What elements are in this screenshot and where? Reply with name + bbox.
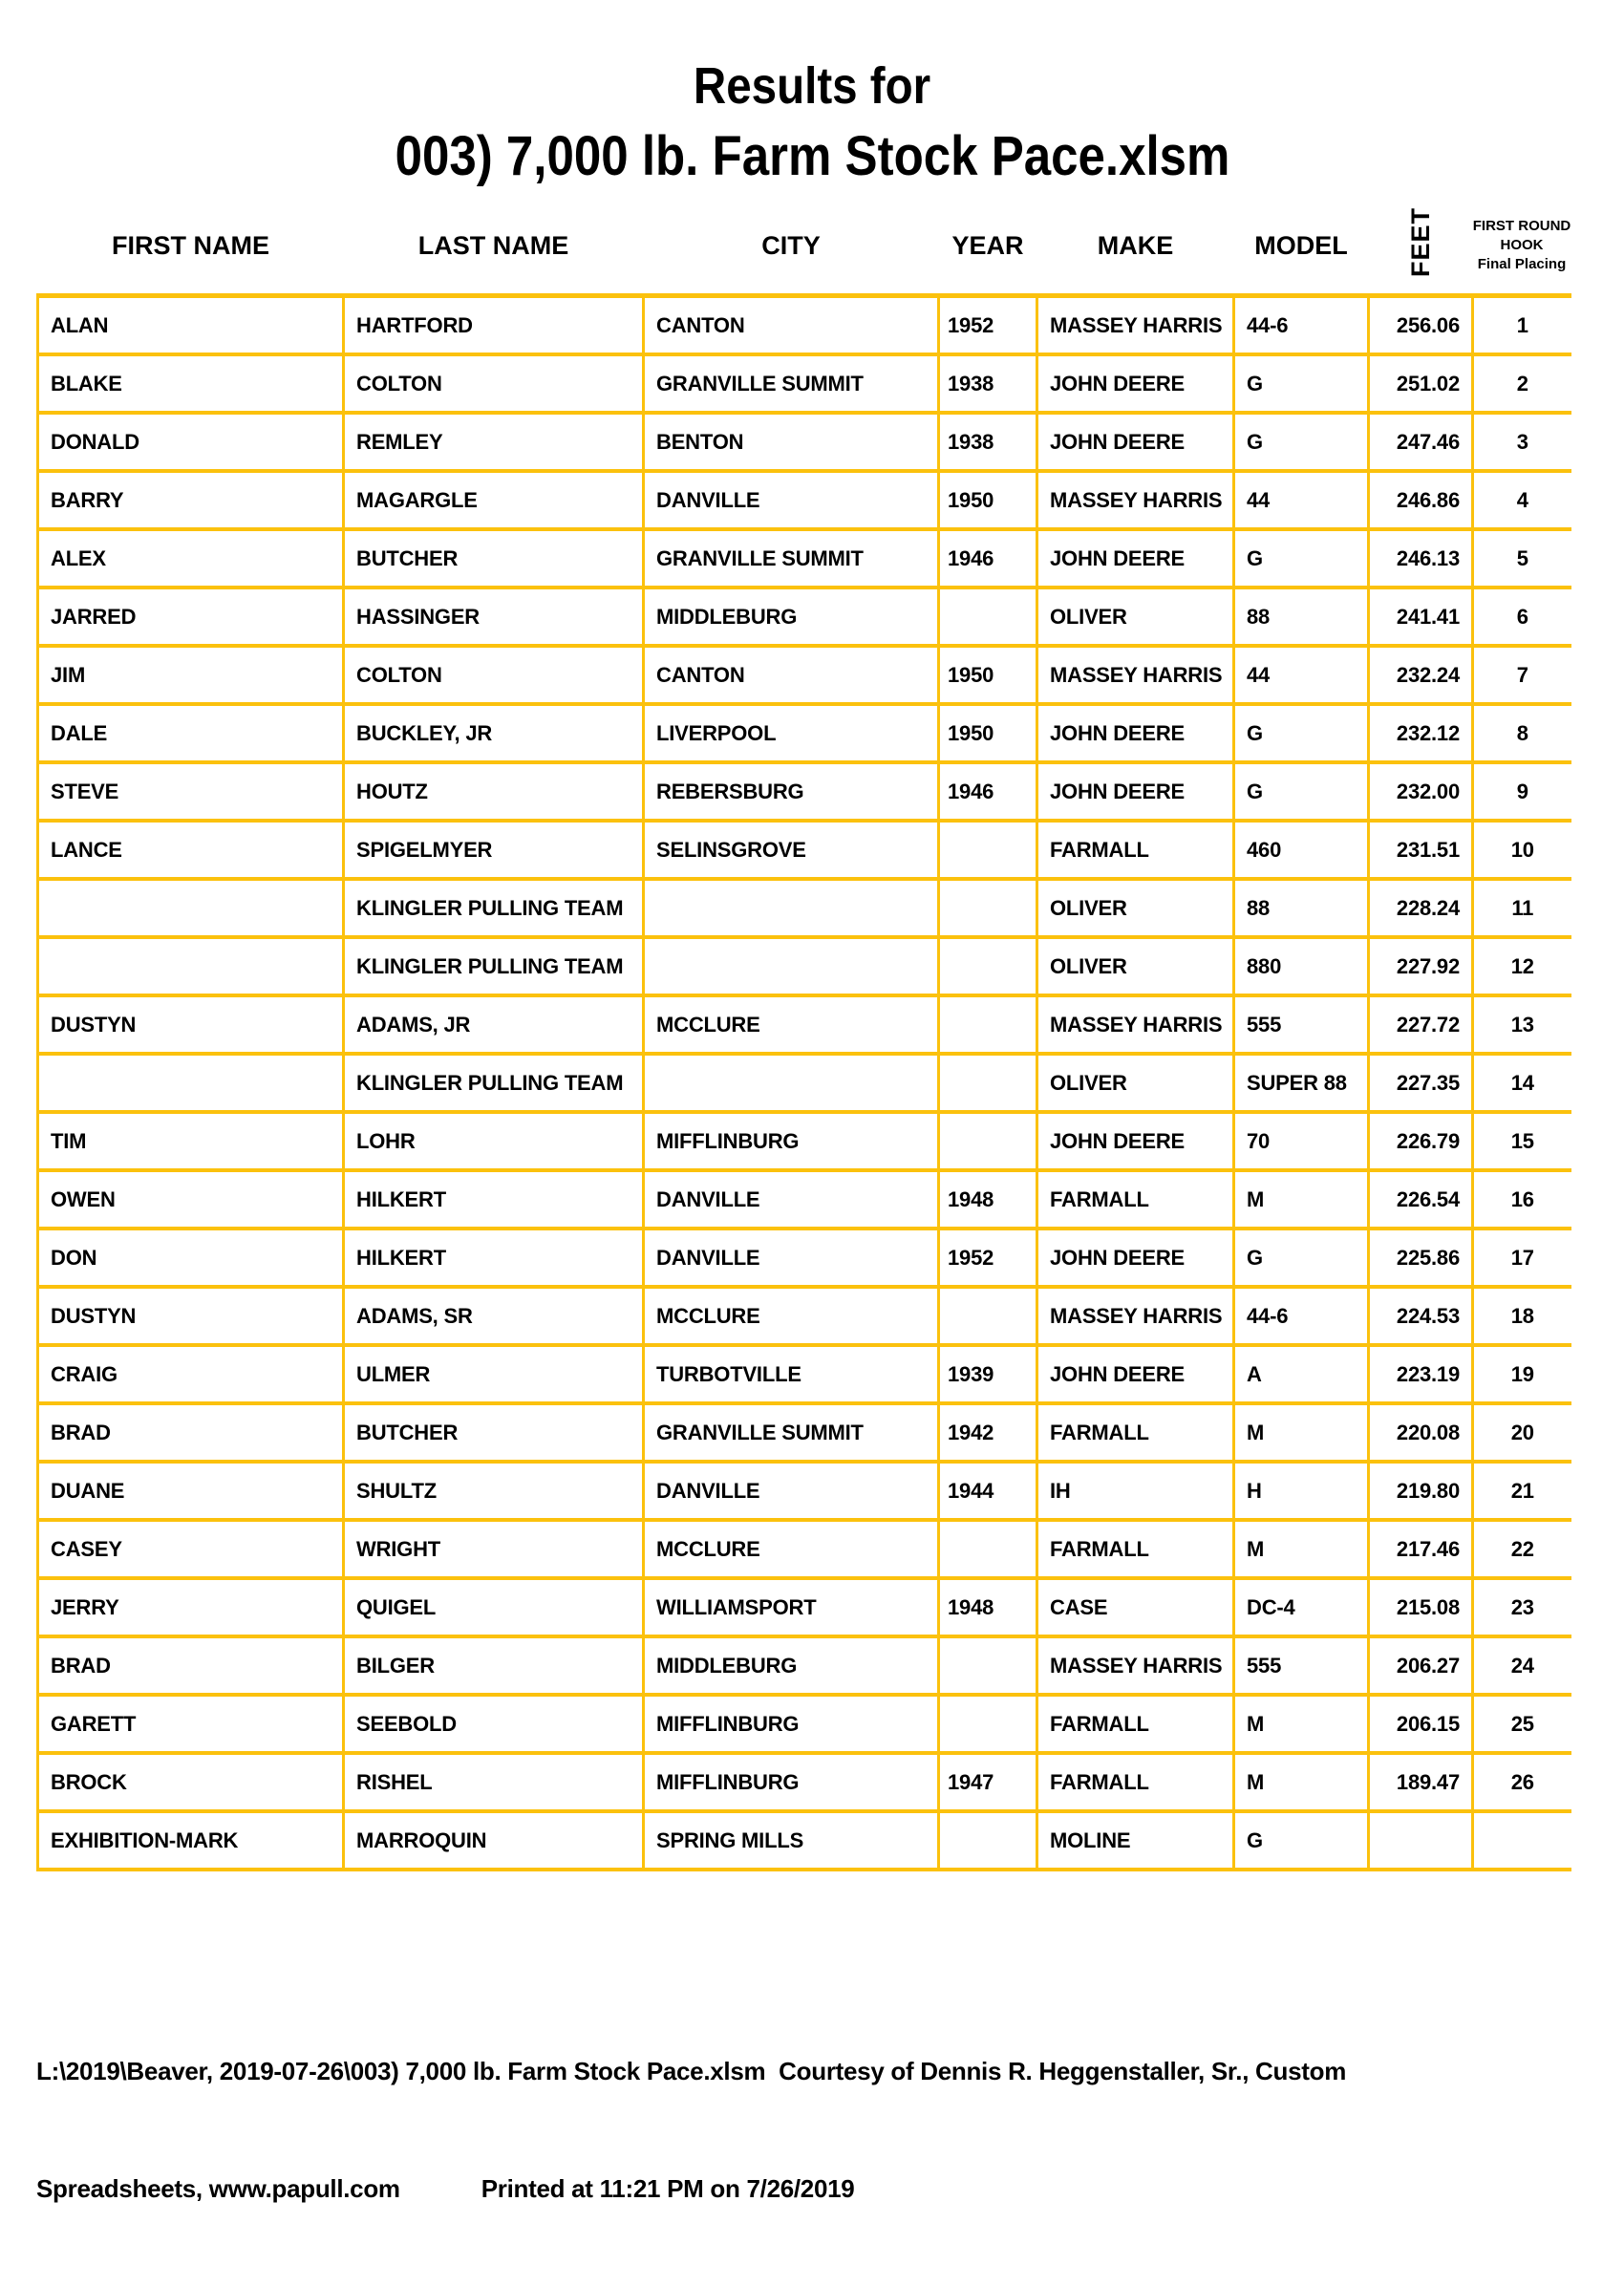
- page-subtitle-filename: [0, 126, 1624, 188]
- cell-year: [939, 1520, 1037, 1578]
- cell-year: 1947: [939, 1753, 1037, 1811]
- table-row: [38, 1520, 1571, 1578]
- table-row: [38, 1811, 1571, 1870]
- cell-last-name: MAGARGLE: [344, 471, 644, 529]
- cell-last-name: HARTFORD: [344, 296, 644, 355]
- cell-feet: 215.08: [1369, 1578, 1473, 1636]
- table-row: [38, 937, 1571, 995]
- cell-first-name: BROCK: [38, 1753, 344, 1811]
- cell-first-name: ALEX: [38, 529, 344, 588]
- cell-year: [939, 1636, 1037, 1695]
- table-row: [38, 1287, 1571, 1345]
- cell-last-name: KLINGLER PULLING TEAM: [344, 879, 644, 937]
- cell-placing: 9: [1473, 762, 1571, 821]
- cell-city: SELINSGROVE: [644, 821, 939, 879]
- cell-feet: 246.86: [1369, 471, 1473, 529]
- cell-model: M: [1234, 1170, 1369, 1229]
- cell-first-name: JIM: [38, 646, 344, 704]
- cell-make: JOHN DEERE: [1037, 762, 1234, 821]
- cell-first-name: DUSTYN: [38, 1287, 344, 1345]
- cell-feet: 225.86: [1369, 1229, 1473, 1287]
- page-footer: [36, 1974, 1584, 2287]
- cell-placing: 3: [1473, 413, 1571, 471]
- cell-year: [939, 588, 1037, 646]
- header-cell-last-name: LAST NAME: [417, 230, 569, 260]
- cell-first-name: ALAN: [38, 296, 344, 355]
- cell-make: MOLINE: [1037, 1811, 1234, 1870]
- cell-make: MASSEY HARRIS: [1037, 646, 1234, 704]
- table-row: [38, 821, 1571, 879]
- placing-header-line3: Final Placing: [1477, 256, 1567, 273]
- cell-last-name: ADAMS, SR: [344, 1287, 644, 1345]
- cell-model: G: [1234, 529, 1369, 588]
- cell-first-name: DUANE: [38, 1462, 344, 1520]
- cell-year: [939, 1054, 1037, 1112]
- table-row: [38, 1112, 1571, 1170]
- cell-make: OLIVER: [1037, 588, 1234, 646]
- cell-city: GRANVILLE SUMMIT: [644, 529, 939, 588]
- cell-feet: 206.15: [1369, 1695, 1473, 1753]
- header-cell-feet: [1369, 198, 1473, 296]
- cell-year: 1950: [939, 646, 1037, 704]
- header-cell-placing: [1473, 198, 1571, 296]
- cell-placing: 19: [1473, 1345, 1571, 1403]
- cell-last-name: BUCKLEY, JR: [344, 704, 644, 762]
- cell-placing: 26: [1473, 1753, 1571, 1811]
- cell-feet: [1369, 1811, 1473, 1870]
- cell-first-name: CRAIG: [38, 1345, 344, 1403]
- cell-city: MIFFLINBURG: [644, 1112, 939, 1170]
- footer-second-line: [36, 2169, 1584, 2209]
- header-cell-model: MODEL: [1254, 230, 1348, 260]
- cell-year: 1938: [939, 413, 1037, 471]
- cell-city: GRANVILLE SUMMIT: [644, 354, 939, 413]
- cell-make: OLIVER: [1037, 937, 1234, 995]
- cell-year: 1944: [939, 1462, 1037, 1520]
- table-row: [38, 529, 1571, 588]
- cell-last-name: LOHR: [344, 1112, 644, 1170]
- cell-model: M: [1234, 1520, 1369, 1578]
- cell-first-name: JARRED: [38, 588, 344, 646]
- cell-first-name: DON: [38, 1229, 344, 1287]
- cell-model: 44: [1234, 646, 1369, 704]
- cell-feet: 232.24: [1369, 646, 1473, 704]
- cell-year: [939, 821, 1037, 879]
- cell-first-name: LANCE: [38, 821, 344, 879]
- cell-city: MCCLURE: [644, 1520, 939, 1578]
- cell-city: [644, 937, 939, 995]
- cell-city: LIVERPOOL: [644, 704, 939, 762]
- cell-city: [644, 1054, 939, 1112]
- cell-placing: 12: [1473, 937, 1571, 995]
- cell-make: JOHN DEERE: [1037, 704, 1234, 762]
- cell-model: M: [1234, 1695, 1369, 1753]
- cell-make: JOHN DEERE: [1037, 354, 1234, 413]
- table-row: [38, 1403, 1571, 1462]
- cell-make: MASSEY HARRIS: [1037, 995, 1234, 1054]
- cell-city: CANTON: [644, 296, 939, 355]
- cell-model: M: [1234, 1403, 1369, 1462]
- table-row: [38, 413, 1571, 471]
- cell-last-name: MARROQUIN: [344, 1811, 644, 1870]
- cell-feet: 247.46: [1369, 413, 1473, 471]
- cell-year: 1946: [939, 529, 1037, 588]
- cell-model: DC-4: [1234, 1578, 1369, 1636]
- cell-city: MCCLURE: [644, 1287, 939, 1345]
- cell-make: MASSEY HARRIS: [1037, 471, 1234, 529]
- cell-feet: 228.24: [1369, 879, 1473, 937]
- cell-model: M: [1234, 1753, 1369, 1811]
- cell-city: DANVILLE: [644, 471, 939, 529]
- cell-placing: 11: [1473, 879, 1571, 937]
- cell-first-name: OWEN: [38, 1170, 344, 1229]
- cell-first-name: [38, 1054, 344, 1112]
- table-row: [38, 879, 1571, 937]
- header-cell-make: MAKE: [1097, 230, 1174, 260]
- cell-placing: 18: [1473, 1287, 1571, 1345]
- cell-model: G: [1234, 1811, 1369, 1870]
- cell-year: 1952: [939, 296, 1037, 355]
- cell-placing: 23: [1473, 1578, 1571, 1636]
- cell-placing: 6: [1473, 588, 1571, 646]
- table-row: [38, 1345, 1571, 1403]
- cell-first-name: DUSTYN: [38, 995, 344, 1054]
- cell-feet: 241.41: [1369, 588, 1473, 646]
- cell-feet: 227.35: [1369, 1054, 1473, 1112]
- cell-last-name: QUIGEL: [344, 1578, 644, 1636]
- cell-placing: 7: [1473, 646, 1571, 704]
- cell-model: G: [1234, 704, 1369, 762]
- cell-feet: 256.06: [1369, 296, 1473, 355]
- cell-city: DANVILLE: [644, 1229, 939, 1287]
- table-row: [38, 354, 1571, 413]
- cell-year: [939, 1112, 1037, 1170]
- cell-placing: 14: [1473, 1054, 1571, 1112]
- table-row: [38, 1054, 1571, 1112]
- feet-vertical-label: FEET: [1405, 207, 1435, 278]
- cell-first-name: TIM: [38, 1112, 344, 1170]
- cell-model: A: [1234, 1345, 1369, 1403]
- cell-city: WILLIAMSPORT: [644, 1578, 939, 1636]
- cell-feet: 219.80: [1369, 1462, 1473, 1520]
- placing-header-lines: [1473, 217, 1571, 274]
- cell-feet: 227.72: [1369, 995, 1473, 1054]
- cell-year: 1946: [939, 762, 1037, 821]
- header-cell-year: YEAR: [951, 230, 1024, 260]
- cell-model: G: [1234, 1229, 1369, 1287]
- cell-first-name: EXHIBITION-MARK: [38, 1811, 344, 1870]
- cell-model: 555: [1234, 1636, 1369, 1695]
- cell-last-name: COLTON: [344, 354, 644, 413]
- cell-year: 1938: [939, 354, 1037, 413]
- cell-make: FARMALL: [1037, 1753, 1234, 1811]
- cell-last-name: HILKERT: [344, 1170, 644, 1229]
- cell-year: [939, 1287, 1037, 1345]
- cell-make: FARMALL: [1037, 821, 1234, 879]
- cell-year: [939, 879, 1037, 937]
- cell-make: JOHN DEERE: [1037, 413, 1234, 471]
- table-row: [38, 1695, 1571, 1753]
- header-row: [38, 198, 1571, 296]
- cell-placing: 24: [1473, 1636, 1571, 1695]
- cell-placing: 1: [1473, 296, 1571, 355]
- cell-last-name: BILGER: [344, 1636, 644, 1695]
- cell-model: 70: [1234, 1112, 1369, 1170]
- cell-feet: 189.47: [1369, 1753, 1473, 1811]
- cell-last-name: BUTCHER: [344, 1403, 644, 1462]
- cell-model: G: [1234, 413, 1369, 471]
- cell-city: CANTON: [644, 646, 939, 704]
- cell-city: REBERSBURG: [644, 762, 939, 821]
- header-cell-first-name: FIRST NAME: [112, 230, 269, 260]
- cell-first-name: BRAD: [38, 1636, 344, 1695]
- cell-city: GRANVILLE SUMMIT: [644, 1403, 939, 1462]
- table-row: [38, 646, 1571, 704]
- cell-year: [939, 1695, 1037, 1753]
- cell-first-name: [38, 879, 344, 937]
- cell-first-name: BLAKE: [38, 354, 344, 413]
- footer-website-text: Spreadsheets, www.papull.com: [36, 2174, 400, 2203]
- table-row: [38, 1636, 1571, 1695]
- page-title: [0, 0, 1624, 115]
- cell-make: MASSEY HARRIS: [1037, 1636, 1234, 1695]
- table-row: [38, 995, 1571, 1054]
- placing-header-line2: HOOK: [1500, 237, 1544, 254]
- cell-year: 1942: [939, 1403, 1037, 1462]
- cell-model: G: [1234, 354, 1369, 413]
- cell-make: JOHN DEERE: [1037, 1345, 1234, 1403]
- cell-city: MIDDLEBURG: [644, 588, 939, 646]
- cell-first-name: DALE: [38, 704, 344, 762]
- cell-make: CASE: [1037, 1578, 1234, 1636]
- cell-city: [644, 879, 939, 937]
- cell-last-name: HILKERT: [344, 1229, 644, 1287]
- cell-make: OLIVER: [1037, 879, 1234, 937]
- cell-model: SUPER 88: [1234, 1054, 1369, 1112]
- cell-last-name: SEEBOLD: [344, 1695, 644, 1753]
- results-table: [36, 198, 1571, 1871]
- cell-placing: 13: [1473, 995, 1571, 1054]
- cell-placing: 20: [1473, 1403, 1571, 1462]
- footer-printed-timestamp: Printed at 11:21 PM on 7/26/2019: [481, 2174, 855, 2203]
- cell-placing: 17: [1473, 1229, 1571, 1287]
- cell-make: MASSEY HARRIS: [1037, 1287, 1234, 1345]
- cell-year: 1948: [939, 1170, 1037, 1229]
- cell-feet: 226.79: [1369, 1112, 1473, 1170]
- table-row: [38, 762, 1571, 821]
- cell-first-name: BARRY: [38, 471, 344, 529]
- cell-placing: [1473, 1811, 1571, 1870]
- cell-model: 460: [1234, 821, 1369, 879]
- cell-last-name: SHULTZ: [344, 1462, 644, 1520]
- cell-make: MASSEY HARRIS: [1037, 296, 1234, 355]
- table-row: [38, 471, 1571, 529]
- cell-year: [939, 937, 1037, 995]
- results-table-header: [38, 198, 1571, 296]
- cell-model: H: [1234, 1462, 1369, 1520]
- page-title-text: Results for: [693, 57, 931, 115]
- table-row: [38, 1170, 1571, 1229]
- cell-make: FARMALL: [1037, 1520, 1234, 1578]
- table-row: [38, 296, 1571, 355]
- cell-placing: 8: [1473, 704, 1571, 762]
- cell-make: JOHN DEERE: [1037, 1229, 1234, 1287]
- cell-last-name: WRIGHT: [344, 1520, 644, 1578]
- cell-city: TURBOTVILLE: [644, 1345, 939, 1403]
- cell-last-name: ULMER: [344, 1345, 644, 1403]
- cell-first-name: STEVE: [38, 762, 344, 821]
- cell-last-name: HOUTZ: [344, 762, 644, 821]
- cell-feet: 224.53: [1369, 1287, 1473, 1345]
- cell-make: IH: [1037, 1462, 1234, 1520]
- cell-last-name: KLINGLER PULLING TEAM: [344, 1054, 644, 1112]
- page-subtitle-text: 003) 7,000 lb. Farm Stock Pace.xlsm: [395, 125, 1229, 188]
- cell-year: 1950: [939, 704, 1037, 762]
- cell-year: 1950: [939, 471, 1037, 529]
- cell-first-name: DONALD: [38, 413, 344, 471]
- cell-feet: 251.02: [1369, 354, 1473, 413]
- table-row: [38, 1229, 1571, 1287]
- cell-feet: 227.92: [1369, 937, 1473, 995]
- table-row: [38, 1753, 1571, 1811]
- cell-model: 44-6: [1234, 1287, 1369, 1345]
- cell-city: BENTON: [644, 413, 939, 471]
- cell-placing: 10: [1473, 821, 1571, 879]
- cell-model: 88: [1234, 588, 1369, 646]
- cell-placing: 15: [1473, 1112, 1571, 1170]
- cell-last-name: REMLEY: [344, 413, 644, 471]
- cell-city: MCCLURE: [644, 995, 939, 1054]
- cell-year: 1939: [939, 1345, 1037, 1403]
- cell-feet: 226.54: [1369, 1170, 1473, 1229]
- placing-header-line1: FIRST ROUND: [1472, 218, 1571, 235]
- cell-feet: 232.00: [1369, 762, 1473, 821]
- cell-first-name: JERRY: [38, 1578, 344, 1636]
- cell-model: 44-6: [1234, 296, 1369, 355]
- cell-feet: 217.46: [1369, 1520, 1473, 1578]
- cell-make: JOHN DEERE: [1037, 529, 1234, 588]
- cell-feet: 232.12: [1369, 704, 1473, 762]
- cell-feet: 223.19: [1369, 1345, 1473, 1403]
- cell-placing: 21: [1473, 1462, 1571, 1520]
- cell-city: DANVILLE: [644, 1170, 939, 1229]
- cell-placing: 22: [1473, 1520, 1571, 1578]
- cell-first-name: [38, 937, 344, 995]
- cell-model: G: [1234, 762, 1369, 821]
- cell-year: [939, 995, 1037, 1054]
- cell-first-name: CASEY: [38, 1520, 344, 1578]
- cell-make: FARMALL: [1037, 1403, 1234, 1462]
- footer-path-courtesy-text: L:\2019\Beaver, 2019-07-26\003) 7,000 lb. Farm Stock Pace.xlsm Courtesy of Dennis R. Heggenstaller, Sr., Custom: [36, 2057, 1347, 2085]
- table-row: [38, 1462, 1571, 1520]
- header-cell-city: CITY: [761, 230, 821, 260]
- cell-city: MIFFLINBURG: [644, 1695, 939, 1753]
- cell-feet: 246.13: [1369, 529, 1473, 588]
- cell-model: 880: [1234, 937, 1369, 995]
- cell-city: MIFFLINBURG: [644, 1753, 939, 1811]
- cell-city: SPRING MILLS: [644, 1811, 939, 1870]
- cell-make: OLIVER: [1037, 1054, 1234, 1112]
- cell-placing: 2: [1473, 354, 1571, 413]
- cell-model: 555: [1234, 995, 1369, 1054]
- cell-make: FARMALL: [1037, 1695, 1234, 1753]
- cell-last-name: COLTON: [344, 646, 644, 704]
- cell-city: MIDDLEBURG: [644, 1636, 939, 1695]
- cell-year: 1952: [939, 1229, 1037, 1287]
- table-row: [38, 704, 1571, 762]
- results-table-body: [38, 296, 1571, 1870]
- cell-feet: 231.51: [1369, 821, 1473, 879]
- cell-feet: 220.08: [1369, 1403, 1473, 1462]
- cell-last-name: HASSINGER: [344, 588, 644, 646]
- cell-last-name: BUTCHER: [344, 529, 644, 588]
- cell-last-name: RISHEL: [344, 1753, 644, 1811]
- table-row: [38, 588, 1571, 646]
- cell-placing: 5: [1473, 529, 1571, 588]
- cell-placing: 25: [1473, 1695, 1571, 1753]
- cell-model: 88: [1234, 879, 1369, 937]
- cell-placing: 4: [1473, 471, 1571, 529]
- cell-last-name: SPIGELMYER: [344, 821, 644, 879]
- cell-first-name: BRAD: [38, 1403, 344, 1462]
- cell-make: JOHN DEERE: [1037, 1112, 1234, 1170]
- cell-year: [939, 1811, 1037, 1870]
- cell-city: DANVILLE: [644, 1462, 939, 1520]
- cell-year: 1948: [939, 1578, 1037, 1636]
- cell-feet: 206.27: [1369, 1636, 1473, 1695]
- table-row: [38, 1578, 1571, 1636]
- cell-model: 44: [1234, 471, 1369, 529]
- cell-last-name: ADAMS, JR: [344, 995, 644, 1054]
- cell-make: FARMALL: [1037, 1170, 1234, 1229]
- cell-placing: 16: [1473, 1170, 1571, 1229]
- cell-last-name: KLINGLER PULLING TEAM: [344, 937, 644, 995]
- cell-first-name: GARETT: [38, 1695, 344, 1753]
